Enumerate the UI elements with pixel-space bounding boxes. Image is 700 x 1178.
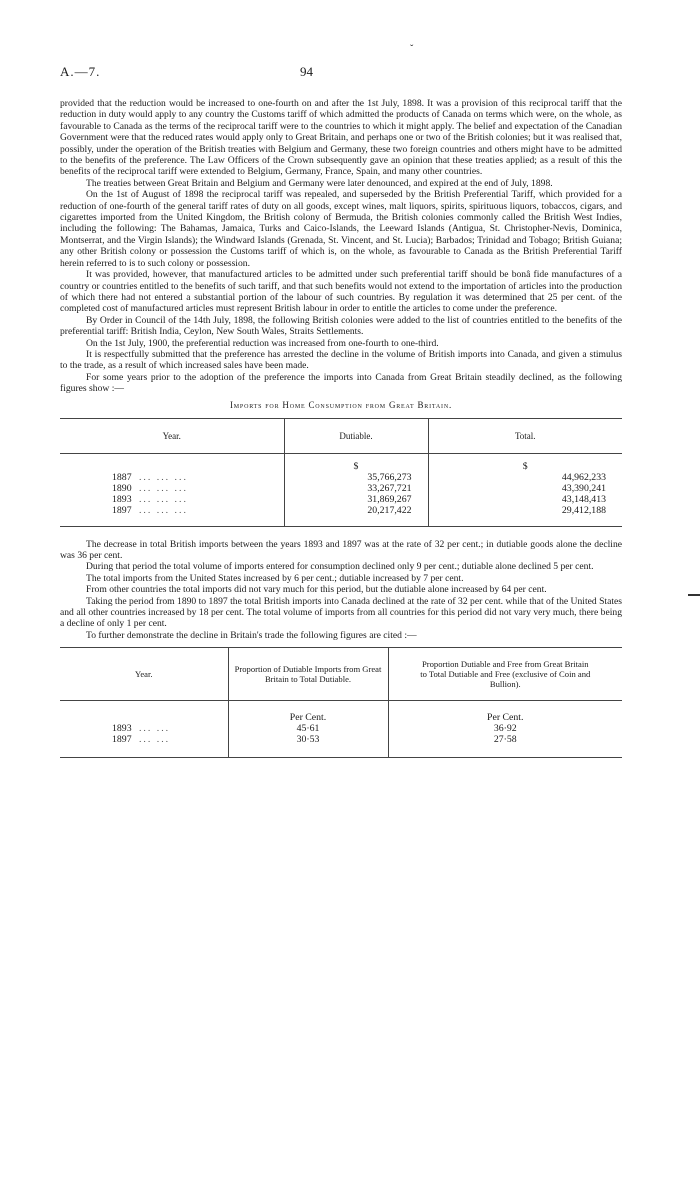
year-cell: 1893 (112, 723, 132, 735)
dutiable-cell: 35,766,273 (284, 472, 428, 483)
unit-row (60, 453, 622, 472)
unit-label: $ (284, 453, 428, 472)
table-row (60, 472, 622, 483)
paragraph: It is respectfully submitted that the preference has arrested the decline in the volume of British imports into Canada, and given a stimulus to the trade, as a result of which increased sales have been made. (60, 348, 622, 372)
paragraph: The treaties between Great Britain and Belgium and Germany were later denounced, and expired at the end of July, 1898. (86, 177, 553, 189)
unit-row (60, 701, 622, 724)
leader-dots: ... ... ... (138, 471, 188, 483)
paragraph: During that period the total volume of imports entered for consumption declined only 9 per cent.; dutiable alone declined 5 per cent. (86, 561, 594, 573)
column-header-year: Year. (60, 648, 228, 701)
total-cell: 43,148,413 (428, 494, 622, 505)
unit-label: Per Cent. (388, 701, 622, 724)
paragraph: It was provided, however, that manufactured articles to be admitted under such preferential tariff should be bonâ fide manufactures of a country or countries entitled to the benefits of such tariff, and that such benefits would not extend to the importation of articles into the production of which there had not entered a substantial portion of the labour of such countries. By regulation it was determined that 25 per cent. of the completed cost of manufactured articles must represent British labour in order to entitle the articles to come under the preference. (60, 269, 622, 315)
proportion-dutiable-cell: 45·61 (228, 723, 388, 734)
column-header-dutiable: Dutiable. (284, 418, 428, 453)
leader-dots: ... ... ... (138, 504, 188, 516)
year-cell: 1887 (112, 471, 132, 483)
paragraph: To further demonstrate the decline in Britain's trade the following figures are cited :— (86, 629, 417, 641)
imports-table (60, 418, 622, 527)
margin-mark (688, 594, 700, 596)
dutiable-cell: 31,869,267 (284, 494, 428, 505)
dutiable-cell: 33,267,721 (284, 483, 428, 494)
year-cell: 1897 (112, 734, 132, 746)
column-header-total-proportion: Proportion Dutiable and Free from Great Britain to Total Dutiable and Free (exclusive of Coin and Bullion). (388, 648, 622, 701)
paragraph: The decrease in total British imports between the years 1893 and 1897 was at the rate of 32 per cent.; in dutiable goods alone the decline was 36 per cent. (60, 538, 622, 561)
year-cell: 1897 (112, 504, 132, 516)
table-header-row (60, 418, 622, 453)
table-row (60, 723, 622, 734)
proportion-table (60, 647, 622, 758)
table-row (60, 483, 622, 494)
paragraph: On the 1st July, 1900, the preferential reduction was increased from one-fourth to one-third. (86, 337, 439, 349)
paragraph: provided that the reduction would be increased to one-fourth on and after the 1st July, 1898. It was a provision of this reciprocal tariff that the reduction in duty would apply to any country the Customs tariff of which admitted the products of Canada on terms which were, on the whole, as favourable to Canada as the terms of the reciprocal tariff were to the countries to which it might apply. The belief and expectation of the Canadian Government were that the reduced rates would apply only to Great Britain, and perhaps one or two of the British colonies; but it was realised that, possibly, under the operation of the British treaties with Belgium and Germany, these two foreign countries and others might have to be admitted to the benefits of the preference. The Law Officers of the Crown subsequently gave an opinion that these treaties applied; as a result of this the benefits of the reciprocal tariff were extended to Belgium, Germany, France, Spain, and many other countries. (60, 98, 622, 178)
unit-label: $ (428, 453, 622, 472)
paragraph: For some years prior to the adoption of the preference the imports into Canada from Great Britain steadily declined, as the following figures show :— (60, 371, 622, 395)
column-header-total: Total. (428, 418, 622, 453)
proportion-dutiable-cell: 30·53 (228, 734, 388, 758)
leader-dots: ... ... (138, 723, 171, 735)
proportion-total-cell: 27·58 (388, 734, 622, 758)
paragraph: The total imports from the United States increased by 6 per cent.; dutiable increased by 7 per cent. (86, 572, 464, 584)
paragraph: By Order in Council of the 14th July, 1898, the following British colonies were added to the list of countries entitled to the benefits of the preferential tariff: British India, Ceylon, New South Wales, Straits Settlements. (60, 314, 622, 338)
leader-dots: ... ... ... (138, 493, 188, 505)
table-row (60, 505, 622, 527)
total-cell: 44,962,233 (428, 472, 622, 483)
top-mark: ˇ (410, 44, 414, 55)
table-row (60, 494, 622, 505)
year-cell: 1893 (112, 493, 132, 505)
total-cell: 29,412,188 (428, 505, 622, 527)
leader-dots: ... ... ... (138, 482, 188, 494)
paragraph: Taking the period from 1890 to 1897 the total British imports into Canada declined at the rate of 32 per cent. while that of the United States and all other countries increased by 18 per cent. The total volume of imports from all countries for this period did not vary very much, there being a decline of only 1 per cent. (60, 595, 622, 630)
paragraph: On the 1st of August of 1898 the reciprocal tariff was repealed, and superseded by the British Preferential Tariff, which provided for a reduction of one-fourth of the general tariff rates of duty on all goods, except wines, malt liquors, spirits, spirituous liquors, tobaccos, cigars, and cigarettes imported from the United Kingdom, the British colony of Bermuda, the British colonies commonly called the British West Indies, including the following: The Bahamas, Jamaica, Turks and Caico-Islands, the Leeward Islands (Antigua, St. Christopher-Nevis, Dominica, Montserrat, and the Virgin Islands); the Windward Islands (Grenada, St. Vincent, and St. Lucia); Barbados; Trinidad and Tobago; British Guiana; any other British colony or possession the Customs tariff of which is, on the whole, as favourable to Canada as the British Preferential Tariff herein referred to is to such colony or possession. (60, 189, 622, 269)
dutiable-cell: 20,217,422 (284, 505, 428, 527)
document-reference: A.—7. (60, 64, 101, 79)
column-header-year: Year. (60, 418, 284, 453)
unit-label: Per Cent. (228, 701, 388, 724)
body-text-section-1 (60, 98, 622, 758)
paragraph: From other countries the total imports did not vary much for this period, but the dutiable alone increased by 64 per cent. (86, 584, 547, 596)
total-cell: 43,390,241 (428, 483, 622, 494)
page-number: 94 (300, 64, 313, 79)
table-caption: Imports for Home Consumption from Great Britain. (230, 399, 452, 410)
table-header-row (60, 648, 622, 701)
leader-dots: ... ... (138, 734, 171, 746)
proportion-total-cell: 36·92 (388, 723, 622, 734)
year-cell: 1890 (112, 482, 132, 494)
table-row (60, 734, 622, 758)
column-header-dutiable-proportion: Proportion of Dutiable Imports from Great Britain to Total Dutiable. (228, 648, 388, 701)
